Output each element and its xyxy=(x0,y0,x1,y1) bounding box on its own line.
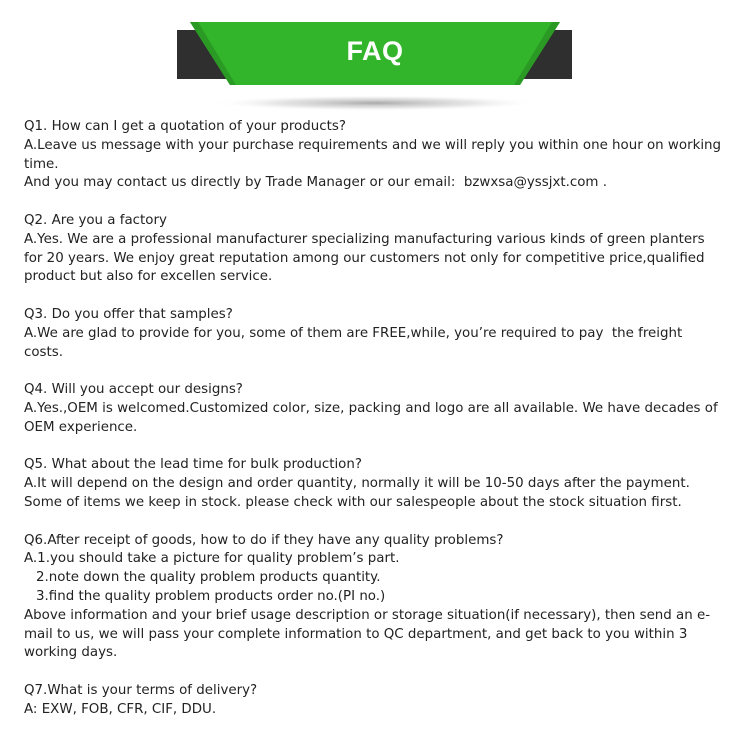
page-title: FAQ xyxy=(346,36,404,66)
faq-item-q2 xyxy=(24,212,724,287)
faq-banner xyxy=(0,0,750,120)
faq-answer-step: 2.note down the quality problem products quantity. xyxy=(36,570,381,586)
faq-question: Q5. What about the lead time for bulk production? xyxy=(24,457,362,473)
faq-question: Q7.What is your terms of delivery? xyxy=(24,682,258,698)
faq-item-q1 xyxy=(24,118,724,193)
faq-question: Q2. Are you a factory xyxy=(24,212,167,228)
faq-question: Q4. Will you accept our designs? xyxy=(24,382,243,398)
faq-answer: And you may contact us directly by Trade Manager or our email: bzwxsa@yssjxt.com . xyxy=(24,175,607,191)
faq-answer: Above information and your brief usage description or storage situation(if necessary), then send an e-mail to us, we will pass your complete information to QC department, and get back to you within 3 working days. xyxy=(24,607,711,661)
faq-answer: A.Leave us message with your purchase requirements and we will reply you within one hour on working time. xyxy=(24,137,726,172)
faq-answer: A.It will depend on the design and order quantity, normally it will be 10-50 days after the payment. Some of items we keep in stock. please check with our salespeople about the stock situation first. xyxy=(24,476,695,510)
faq-answer: A.Yes. We are a professional manufacturer specializing manufacturing various kinds of green planters for 20 years. We enjoy great reputation among our customers not only for competitive price,qualified product but also for excellen service. xyxy=(24,231,709,285)
faq-item-q4 xyxy=(24,381,724,437)
faq-answer-step: 3.find the quality problem products order no.(PI no.) xyxy=(36,588,386,604)
faq-item-q7 xyxy=(24,682,724,720)
faq-answer-step: A.1.you should take a picture for quality problem’s part. xyxy=(24,551,400,567)
faq-question: Q6.After receipt of goods, how to do if they have any quality problems? xyxy=(24,532,504,548)
faq-answer: A: EXW, FOB, CFR, CIF, DDU. xyxy=(24,701,217,717)
faq-answer: A.We are glad to provide for you, some of them are FREE,while, you’re required to pay the freight costs. xyxy=(24,325,687,360)
faq-item-q5 xyxy=(24,456,724,512)
faq-list xyxy=(24,118,724,738)
faq-question: Q3. Do you offer that samples? xyxy=(24,306,233,322)
faq-question: Q1. How can I get a quotation of your products? xyxy=(24,119,346,134)
faq-item-q6 xyxy=(24,532,724,664)
faq-item-q3 xyxy=(24,306,724,362)
faq-answer: A.Yes.,OEM is welcomed.Customized color, size, packing and logo are all available. We have decades of OEM experience. xyxy=(24,400,722,435)
banner-shadow xyxy=(210,95,540,111)
